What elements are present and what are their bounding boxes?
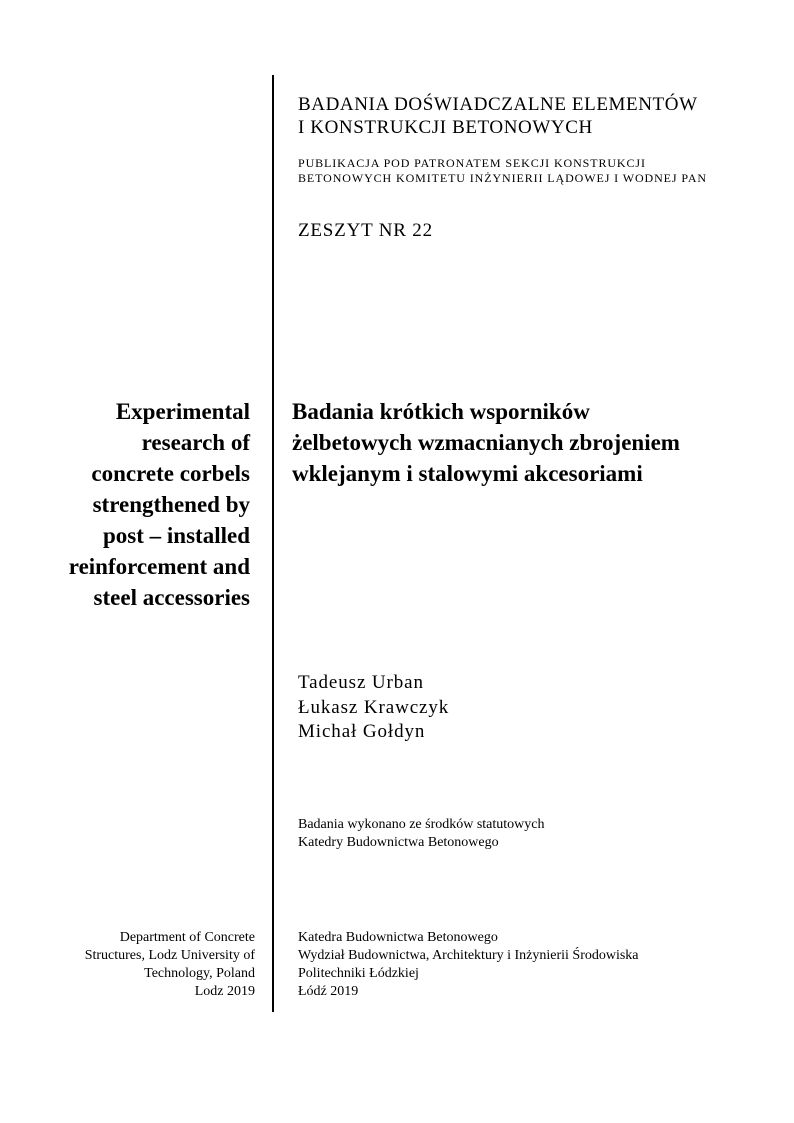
funding-line: Badania wykonano ze środków statutowych	[298, 817, 545, 832]
department-english-line: Department of Concrete	[119, 930, 255, 945]
funding-note	[298, 816, 545, 851]
vertical-divider	[272, 75, 274, 1012]
series-title-line: I KONSTRUKCJI BETONOWYCH	[298, 117, 593, 138]
patronage-line: BETONOWYCH KOMITETU INŻYNIERII LĄDOWEJ I WODNEJ PAN	[298, 171, 707, 185]
author-list	[298, 671, 449, 745]
title-polish-line: żelbetowych wzmacnianych zbrojeniem	[292, 430, 680, 455]
series-title	[298, 93, 698, 139]
title-english-line: reinforcement and	[68, 554, 250, 579]
department-polish-line: Katedra Budownictwa Betonowego	[298, 930, 498, 945]
series-title-line: BADANIA DOŚWIADCZALNE ELEMENTÓW	[298, 94, 698, 115]
department-polish-line: Łódź 2019	[298, 984, 359, 999]
department-english	[15, 929, 255, 1001]
title-english-line: steel accessories	[93, 585, 250, 610]
author-name: Łukasz Krawczyk	[298, 696, 450, 718]
department-polish	[298, 929, 639, 1001]
funding-line: Katedry Budownictwa Betonowego	[298, 834, 499, 850]
title-english-line: research of	[141, 430, 250, 455]
department-polish-line: Wydział Budownictwa, Architektury i Inżynierii Środowiska	[298, 948, 639, 963]
title-polish-line: wklejanym i stalowymi akcesoriami	[292, 461, 643, 486]
patronage-note	[298, 156, 707, 186]
department-english-line: Structures, Lodz University of	[84, 948, 255, 963]
department-english-line: Technology, Poland	[144, 966, 255, 981]
title-english	[0, 396, 250, 613]
author-name: Michał Gołdyn	[298, 721, 426, 742]
title-polish-line: Badania krótkich wsporników	[292, 399, 590, 424]
author-name: Tadeusz Urban	[298, 672, 424, 693]
title-english-line: Experimental	[115, 399, 250, 424]
department-polish-line: Politechniki Łódzkiej	[298, 966, 419, 981]
title-english-line: concrete corbels	[91, 461, 250, 486]
title-english-line: post – installed	[103, 523, 250, 548]
title-english-line: strengthened by	[92, 492, 250, 517]
department-english-line: Lodz 2019	[194, 984, 255, 999]
title-polish	[292, 396, 680, 489]
patronage-line: PUBLIKACJA POD PATRONATEM SEKCJI KONSTRUKCJI	[298, 156, 646, 170]
issue-number: ZESZYT NR 22	[298, 220, 433, 241]
